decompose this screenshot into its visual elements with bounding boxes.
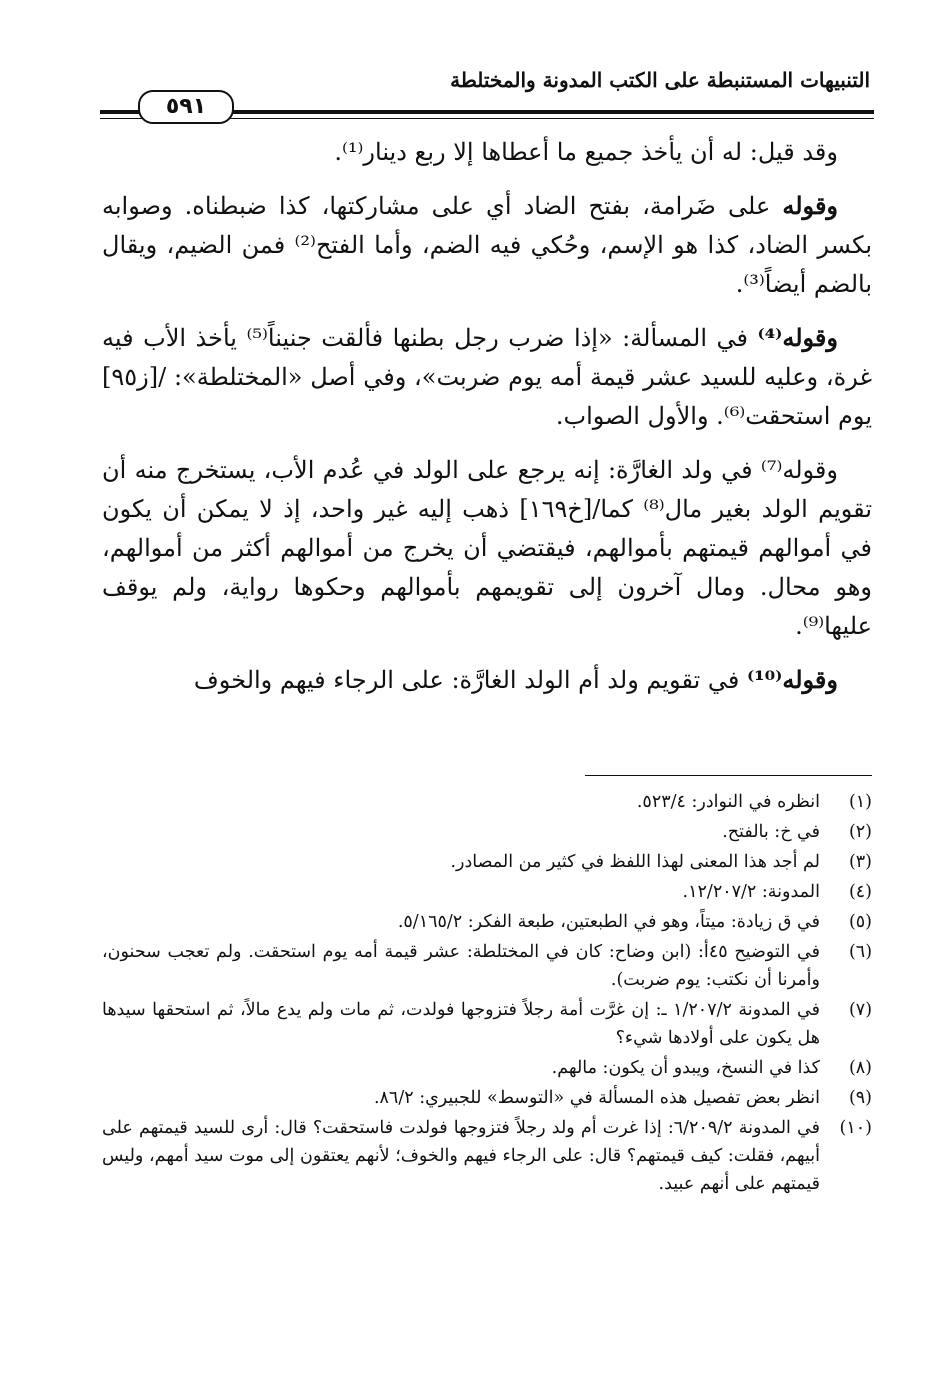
footnote-text: في خ: بالفتح. (722, 822, 820, 842)
footnote-mark: (٦) (848, 942, 873, 962)
paragraph-2 (102, 186, 872, 304)
paragraph-4 (102, 450, 872, 646)
footnote-text: انظر بعض تفصيل هذه المسألة في «التوسط» للجبيري: ٨٦/٢. (373, 1088, 820, 1108)
main-text (102, 132, 872, 714)
footnote-1 (102, 788, 872, 816)
footnote-text: كذا في النسخ، ويبدو أن يكون: مالهم. (551, 1058, 820, 1078)
footnote-mark: (٧) (848, 1000, 873, 1020)
paragraph-lead: وقوله⁽¹⁰⁾ (747, 665, 838, 694)
footnote-mark: (٤) (848, 882, 872, 902)
footnote-2 (102, 818, 872, 846)
footnote-text: انظره في النوادر: ٥٢٣/٤. (636, 792, 820, 812)
paragraph-text: في تقويم ولد أم الولد الغارَّة: على الرجاء فيهم والخوف (193, 666, 748, 694)
paragraph-text: وقد قيل: له أن يأخذ جميع ما أعطاها إلا ربع دينار⁽¹⁾. (334, 138, 838, 166)
footnotes (102, 788, 872, 1200)
footnote-6 (102, 938, 872, 994)
footnote-mark: (٨) (848, 1058, 872, 1078)
footnote-9 (102, 1084, 872, 1112)
paragraph-text: على ضَرامة، بفتح الضاد أي على مشاركتها، كذا ضبطناه. وصوابه بكسر الضاد، كذا هو الإسم، وحُكي فيه الضم، وأما الفتح⁽²⁾ فمن الضيم، ويقال بالضم أيضاً⁽³⁾. (102, 192, 873, 298)
footnote-4 (102, 878, 872, 906)
footnote-mark: (١٠) (839, 1118, 872, 1138)
running-title: التنبيهات المستنبطة على الكتب المدونة والمختلطة (450, 68, 870, 92)
paragraph-5 (102, 660, 872, 700)
footnote-text: في ق زيادة: ميتاً، وهو في الطبعتين، طبعة الفكر: ٥/١٦٥/٢. (397, 912, 820, 932)
footnote-10 (102, 1114, 872, 1198)
paragraph-1 (102, 132, 872, 172)
footnote-mark: (٥) (848, 912, 872, 932)
paragraph-text: وقوله⁽⁷⁾ في ولد الغارَّة: إنه يرجع على الولد في عُدم الأب، يستخرج منه أن تقويم الولد بغير مال⁽⁸⁾ كما/[خ١٦٩] ذهب إليه غير واحد، إذ لا يمكن أن يكون في أموالهم قيمتهم بأموالهم، فيقتضي أن يخرج من أموالهم أكثر من أموالهم، وهو محال. ومال آخرون إلى تقويمهم بأموالهم وحكوها رواية، ولم يوقف عليها⁽⁹⁾. (102, 456, 873, 640)
paragraph-lead: وقوله⁽⁴⁾ (757, 323, 838, 352)
footnote-5 (102, 908, 872, 936)
footnote-3 (102, 848, 872, 876)
footnote-separator (585, 775, 872, 776)
footnote-mark: (٩) (848, 1088, 872, 1108)
footnote-mark: (٢) (848, 822, 872, 842)
page-number: ٥٩١ (138, 90, 234, 124)
footnote-7 (102, 996, 872, 1052)
paragraph-3 (102, 318, 872, 436)
footnote-mark: (٣) (848, 852, 872, 872)
footnote-8 (102, 1054, 872, 1082)
footnote-mark: (١) (848, 792, 872, 812)
paragraph-lead: وقوله (782, 191, 838, 220)
footnote-text: المدونة: ١٢/٢٠٧/٢. (682, 882, 820, 902)
paragraph-text: في المسألة: «إذا ضرب رجل بطنها فألقت جنيناً⁽⁵⁾ يأخذ الأب فيه غرة، وعليه للسيد عشر قيمة أمه يوم ضربت»، وفي أصل «المختلطة»: /[ز٩٥] يوم استحقت⁽⁶⁾. والأول الصواب. (102, 324, 872, 430)
footnote-text: لم أجد هذا المعنى لهذا اللفظ في كثير من المصادر. (450, 852, 820, 872)
footnote-text: في المدونة ١/٢٠٧/٢ ـ: إن غرَّت أمة رجلاً فتزوجها فولدت، ثم مات ولم يدع مالاً، ثم استحقها سيدها هل يكون على أولادها شيء؟ (102, 1000, 821, 1048)
footnote-text: في التوضيح ٤٥أ: (ابن وضاح: كان في المختلطة: عشر قيمة أمه يوم استحقت. ولم تعجب سحنون، وأمرنا أن نكتب: يوم ضربت). (102, 942, 821, 990)
footnote-text: في المدونة ٦/٢٠٩/٢: إذا غرت أم ولد رجلاً فتزوجها فولدت فاستحقت؟ قال: أرى للسيد قيمتهم على أبيهم، فقلت: كيف قيمتهم؟ قال: على الرجاء فيهم والخوف؛ لأنهم يعتقون إلى موت سيد أمهم، وليس قيمتهم على أنهم عبيد. (102, 1118, 820, 1194)
